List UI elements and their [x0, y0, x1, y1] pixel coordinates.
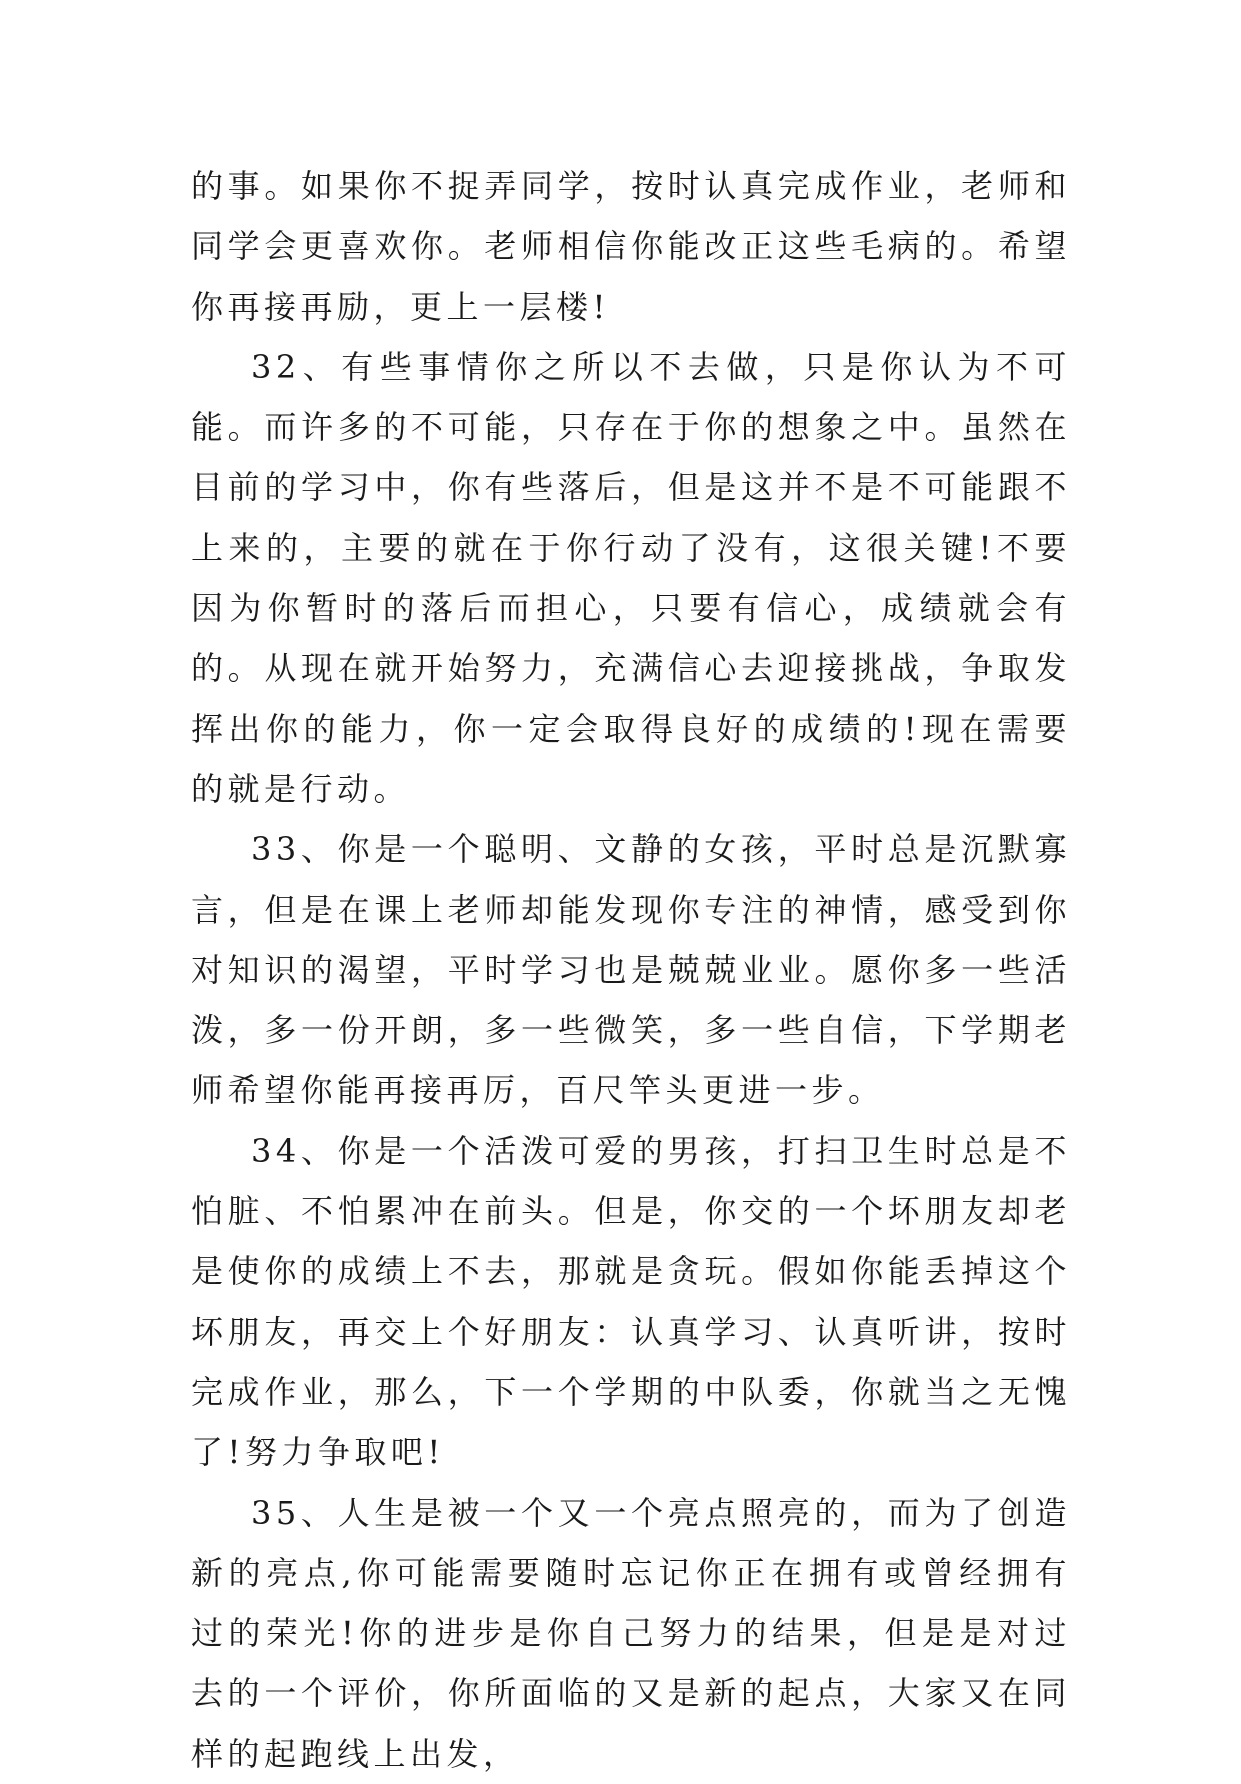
paragraph-33: 33、你是一个聪明、文静的女孩，平时总是沉默寡言，但是在课上老师却能发现你专注的神情，感受到你对知识的渴望，平时学习也是兢兢业业。愿你多一些活泼，多一份开朗，多一些微笑，多一些自信，下学期老师希望你能再接再厉，百尺竿头更进一步。: [191, 830, 1071, 1110]
paragraph-34: 34、你是一个活泼可爱的男孩，打扫卫生时总是不怕脏、不怕累冲在前头。但是，你交的一个坏朋友却老是使你的成绩上不去，那就是贪玩。假如你能丢掉这个坏朋友，再交上个好朋友：认真学习、认真听讲，按时完成作业，那么，下一个学期的中队委，你就当之无愧了!努力争取吧!: [191, 1131, 1071, 1472]
document-body: [191, 156, 1071, 1784]
paragraph-32: 32、有些事情你之所以不去做，只是你认为不可能。而许多的不可能，只存在于你的想象之中。虽然在目前的学习中，你有些落后，但是这并不是不可能跟不上来的，主要的就在于你行动了没有，这很关键!不要因为你暂时的落后而担心，只要有信心，成绩就会有的。从现在就开始努力，充满信心去迎接挑战，争取发挥出你的能力，你一定会取得良好的成绩的!现在需要的就是行动。: [191, 347, 1071, 808]
paragraph-35: 35、人生是被一个又一个亮点照亮的，而为了创造新的亮点,你可能需要随时忘记你正在拥有或曾经拥有过的荣光!你的进步是你自己努力的结果，但是是对过去的一个评价，你所面临的又是新的起点，大家又在同样的起跑线上出发，: [191, 1493, 1071, 1773]
paragraph-continuation: 的事。如果你不捉弄同学，按时认真完成作业，老师和同学会更喜欢你。老师相信你能改正这些毛病的。希望你再接再励，更上一层楼!: [191, 167, 1071, 326]
